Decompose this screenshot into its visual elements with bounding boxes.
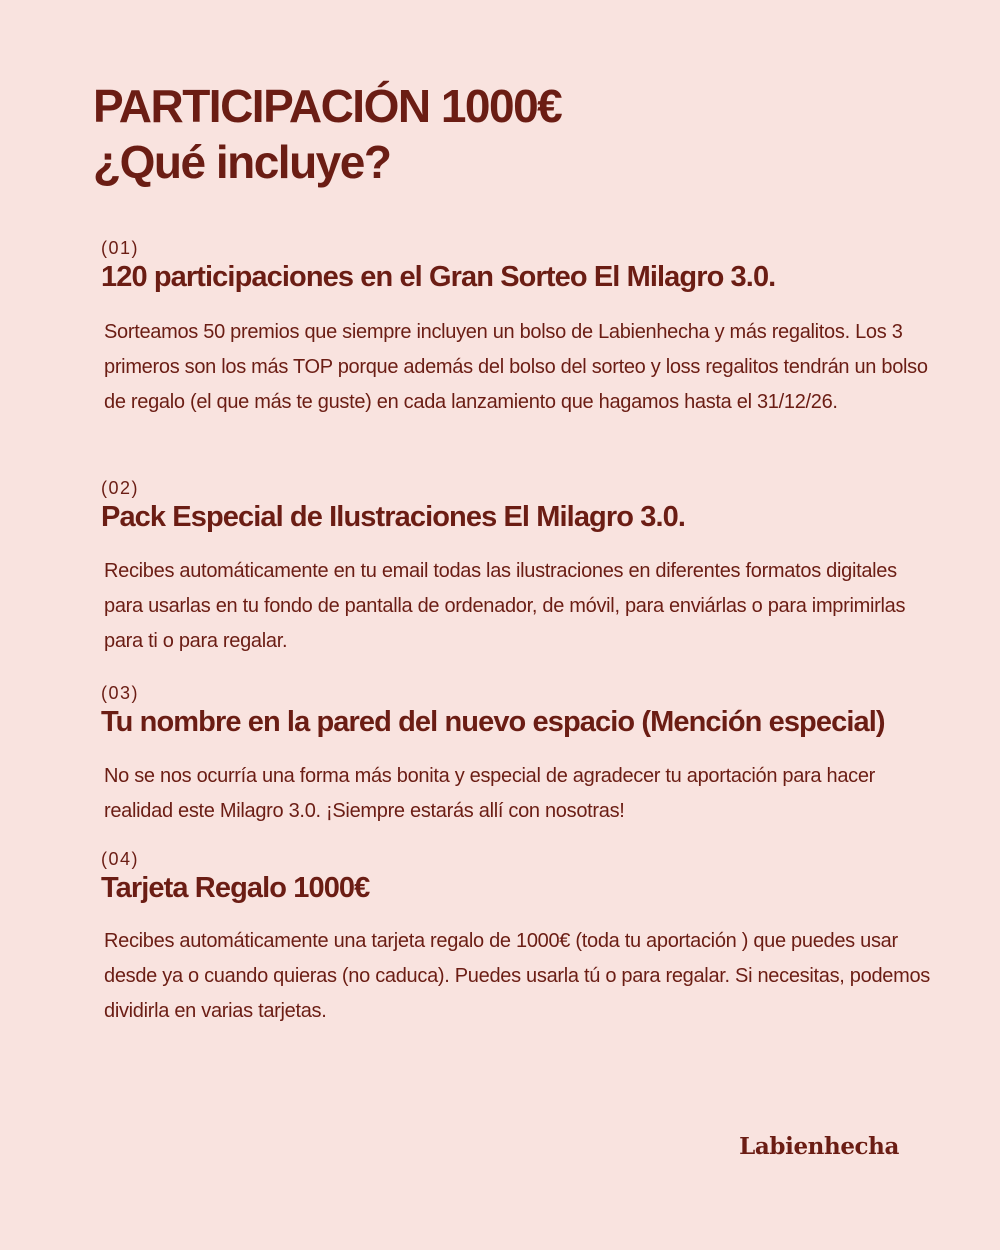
item-heading: Pack Especial de Ilustraciones El Milagro 3.0.: [101, 501, 685, 533]
benefit-item-02: [101, 477, 931, 659]
item-description: Recibes automáticamente en tu email todas las ilustraciones en diferentes formatos digitales para usarlas en tu fondo de pantalla de ordenador, de móvil, para enviárlas o para imprimirlas para ti o para regalar.: [104, 560, 906, 652]
item-description: Sorteamos 50 premios que siempre incluyen un bolso de Labienhecha y más regalitos. Los 3 primeros son los más TOP porque además del bolso del sorteo y loss regalitos tendrán un bolso de regalo (el que más te guste) en cada lanzamiento que hagamos hasta el 31/12/26.: [104, 321, 928, 413]
page-title: [93, 78, 933, 190]
item-description: No se nos ocurría una forma más bonita y especial de agradecer tu aportación para hacer realidad este Milagro 3.0. ¡Siempre estarás allí con nosotras!: [104, 765, 876, 822]
item-number: (04): [101, 849, 140, 869]
item-number: (02): [101, 478, 140, 498]
benefit-item-03: [101, 682, 931, 829]
item-heading: 120 participaciones en el Gran Sorteo El Milagro 3.0.: [101, 261, 776, 293]
item-number: (03): [101, 683, 140, 703]
item-heading: Tarjeta Regalo 1000€: [101, 872, 370, 904]
benefit-item-04: [101, 848, 931, 1029]
item-number: (01): [101, 238, 140, 258]
item-heading: Tu nombre en la pared del nuevo espacio (Mención especial): [101, 706, 885, 738]
brand-logo: Labienhecha: [739, 1133, 899, 1160]
benefit-item-01: [101, 237, 931, 420]
item-description: Recibes automáticamente una tarjeta regalo de 1000€ (toda tu aportación ) que puedes usar desde ya o cuando quieras (no caduca). Puedes usarla tú o para regalar. Si necesitas, podemos dividirla en varias tarjetas.: [104, 930, 930, 1022]
title-line-1: PARTICIPACIÓN 1000€: [93, 80, 562, 132]
title-line-2: ¿Qué incluye?: [93, 136, 391, 188]
